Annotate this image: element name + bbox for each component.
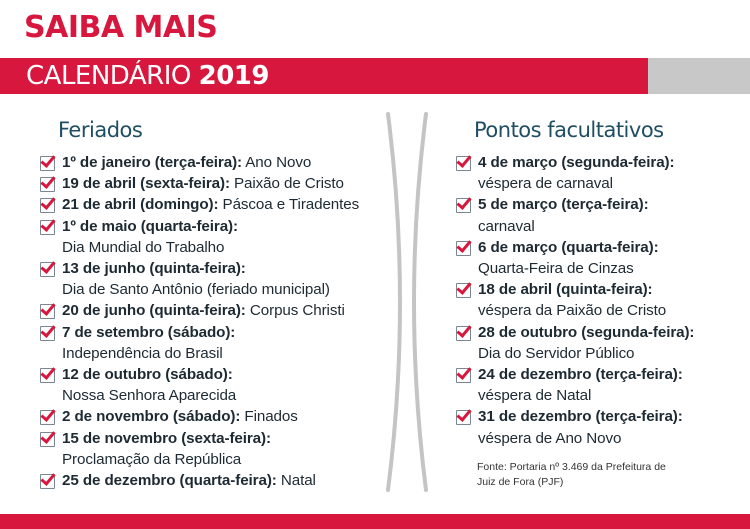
list-item: [40, 406, 395, 427]
item-line: [478, 343, 746, 364]
banner-title-prefix: CALENDÁRIO: [26, 61, 199, 91]
list-item: [40, 300, 395, 321]
column-divider: [376, 112, 436, 492]
item-date: 19 de abril (sexta-feira):: [62, 175, 230, 193]
checkbox-checked-icon: [40, 156, 55, 171]
pontos-heading: Pontos facultativos: [474, 118, 664, 142]
item-line: [478, 258, 746, 279]
item-line: [62, 385, 395, 406]
checkbox-checked-icon: [456, 326, 471, 341]
list-item: [40, 322, 395, 364]
banner-title-year: 2019: [198, 61, 269, 91]
item-description: Nossa Senhora Aparecida: [62, 387, 237, 405]
item-line: [478, 428, 746, 449]
checkbox-checked-icon: [40, 177, 55, 192]
item-description: Dia de Santo Antônio (feriado municipal): [62, 281, 330, 299]
item-date: 6 de março (quarta-feira):: [478, 238, 659, 256]
item-line: [62, 237, 395, 258]
item-line: [62, 216, 395, 237]
checkbox-checked-icon: [456, 283, 471, 298]
item-line: [62, 449, 395, 470]
item-description: véspera de carnaval: [478, 175, 613, 193]
item-date: 4 de março (segunda-feira):: [478, 154, 675, 171]
pontos-column: [456, 118, 746, 449]
item-date: 1º de maio (quarta-feira):: [62, 217, 238, 235]
list-item: [40, 470, 395, 491]
item-date: 15 de novembro (sexta-feira):: [62, 429, 271, 447]
feriados-column: [40, 118, 395, 491]
banner-gray-block: [648, 58, 750, 94]
item-description: Natal: [276, 472, 316, 490]
item-description: Dia Mundial do Trabalho: [62, 238, 225, 256]
checkbox-checked-icon: [40, 410, 55, 425]
item-description: Independência do Brasil: [62, 344, 223, 362]
item-date: 2 de novembro (sábado):: [62, 408, 241, 426]
item-description: Paixão de Cristo: [229, 175, 344, 193]
checkbox-checked-icon: [40, 474, 55, 489]
item-line: [62, 152, 395, 173]
checkbox-checked-icon: [40, 368, 55, 383]
list-item: [456, 237, 746, 279]
list-item: [40, 152, 395, 173]
divider-left-arc: [388, 114, 400, 490]
item-date: 12 de outubro (sábado):: [62, 366, 233, 384]
list-item: [456, 364, 746, 406]
item-line: [62, 279, 395, 300]
list-item: [456, 194, 746, 236]
divider-right-arc: [414, 114, 426, 490]
item-line: [478, 173, 746, 194]
list-item: [456, 406, 746, 448]
checkbox-checked-icon: [456, 410, 471, 425]
checkbox-checked-icon: [456, 156, 471, 171]
item-date: 18 de abril (quinta-feira):: [478, 281, 653, 299]
item-description: Corpus Christi: [245, 302, 345, 320]
checkbox-checked-icon: [40, 220, 55, 235]
checkbox-checked-icon: [40, 262, 55, 277]
source-line: Fonte: Portaria nº 3.469 da Prefeitura de: [477, 461, 666, 473]
feriados-list: [40, 152, 395, 491]
checkbox-checked-icon: [40, 432, 55, 447]
item-line: [478, 237, 746, 258]
item-line: [62, 364, 395, 385]
list-item: [40, 173, 395, 194]
item-description: véspera de Ano Novo: [478, 429, 622, 447]
item-description: Páscoa e Tiradentes: [218, 196, 360, 214]
checkbox-checked-icon: [40, 198, 55, 213]
item-date: 31 de dezembro (terça-feira):: [478, 408, 683, 426]
item-line: [478, 364, 746, 385]
item-date: 1º de janeiro (terça-feira):: [62, 154, 242, 171]
list-item: [456, 152, 746, 194]
item-date: 21 de abril (domingo):: [62, 196, 219, 214]
checkbox-checked-icon: [456, 368, 471, 383]
item-line: [478, 322, 746, 343]
source-note: [477, 460, 717, 490]
item-line: [478, 279, 746, 300]
item-description: carnaval: [478, 217, 535, 235]
list-item: [40, 216, 395, 258]
item-date: 13 de junho (quinta-feira):: [62, 260, 246, 278]
list-item: [40, 258, 395, 300]
item-line: [62, 173, 395, 194]
list-item: [40, 364, 395, 406]
pontos-list: [456, 152, 746, 449]
item-description: véspera da Paixão de Cristo: [478, 302, 667, 320]
item-line: [62, 300, 395, 321]
list-item: [40, 194, 395, 215]
kicker-title: SAIBA MAIS: [24, 10, 218, 45]
item-description: Quarta-Feira de Cinzas: [478, 260, 634, 278]
item-line: [62, 428, 395, 449]
item-description: Ano Novo: [242, 154, 312, 171]
checkbox-checked-icon: [456, 241, 471, 256]
item-description: Finados: [240, 408, 298, 426]
item-line: [478, 152, 746, 173]
item-line: [478, 406, 746, 427]
item-date: 25 de dezembro (quarta-feira):: [62, 472, 277, 490]
item-date: 7 de setembro (sábado):: [62, 323, 236, 341]
item-description: Dia do Servidor Público: [478, 344, 635, 362]
item-line: [62, 322, 395, 343]
item-line: [62, 470, 395, 491]
list-item: [40, 428, 395, 470]
item-line: [62, 406, 395, 427]
item-line: [478, 385, 746, 406]
item-description: véspera de Natal: [478, 387, 592, 405]
item-description: Proclamação da República: [62, 450, 242, 468]
checkbox-checked-icon: [40, 326, 55, 341]
item-line: [478, 216, 746, 237]
item-date: 28 de outubro (segunda-feira):: [478, 323, 695, 341]
item-line: [62, 343, 395, 364]
title-banner: [0, 58, 750, 94]
item-line: [62, 258, 395, 279]
item-line: [478, 194, 746, 215]
feriados-heading: Feriados: [58, 118, 143, 142]
item-date: 24 de dezembro (terça-feira):: [478, 366, 683, 384]
item-line: [62, 194, 395, 215]
item-date: 5 de março (terça-feira):: [478, 196, 649, 214]
checkbox-checked-icon: [456, 198, 471, 213]
checkbox-checked-icon: [40, 304, 55, 319]
item-date: 20 de junho (quinta-feira):: [62, 302, 246, 320]
source-line: Juiz de Fora (PJF): [477, 476, 564, 488]
footer-bar: [0, 514, 750, 529]
item-line: [478, 300, 746, 321]
banner-title: [26, 61, 269, 91]
list-item: [456, 279, 746, 321]
list-item: [456, 322, 746, 364]
